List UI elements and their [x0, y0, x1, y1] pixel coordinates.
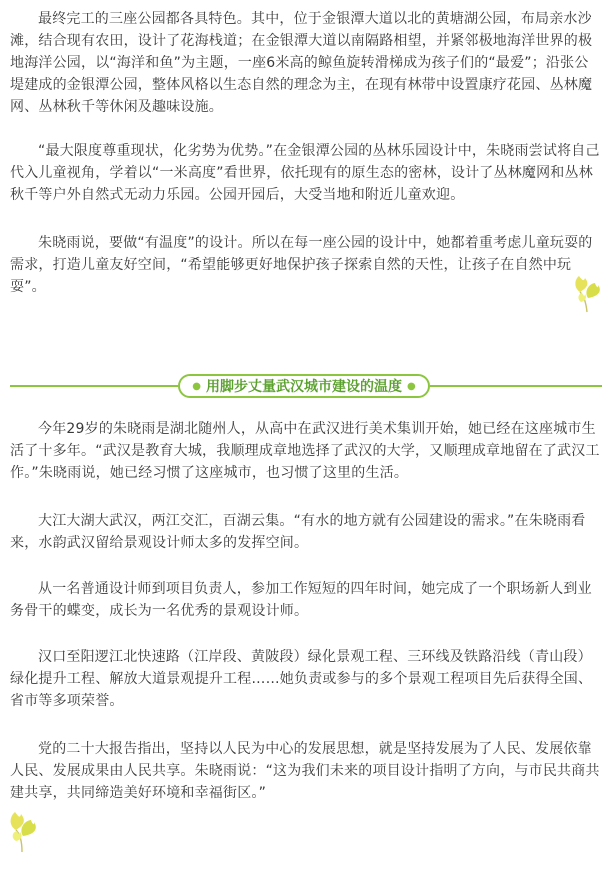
bullet-dot-icon: ●	[407, 380, 416, 392]
paragraph-5: 大江大湖大武汉，两江交汇，百湖云集。“有水的地方就有公园建设的需求。”在朱晓雨看来，水韵武汉留给景观设计师太多的发挥空间。	[10, 513, 586, 551]
ginkgo-leaf-icon	[572, 272, 602, 316]
paragraph-8: 党的二十大报告指出，坚持以人民为中心的发展思想，就是坚持发展为了人民、发展依靠人民、发展成果由人民共享。朱晓雨说：“这为我们未来的项目设计指明了方向，与市民共商共建共享，共同缔造美好环境和幸福街区。”	[10, 741, 600, 801]
paragraph-6: 从一名普通设计师到项目负责人，参加工作短短的四年时间，她完成了一个职场新人到业务骨干的蝶变，成长为一名优秀的景观设计师。	[10, 581, 592, 619]
section-title-badge	[178, 374, 430, 398]
paragraph-3: 朱晓雨说，要做“有温度”的设计。所以在每一座公园的设计中，她都着重考虑儿童玩耍的需求，打造儿童友好空间，“希望能够更好地保护孩子探索自然的天性，让孩子在自然中玩耍”。	[10, 235, 593, 295]
bullet-dot-icon: ●	[192, 380, 201, 392]
ginkgo-leaf-icon	[6, 808, 38, 856]
paragraph-2: “最大限度尊重现状，化劣势为优势。”在金银潭公园的丛林乐园设计中，朱晓雨尝试将自己代入儿童视角，学着以“一米高度”看世界，依托现有的原生态的密林，设计了丛林魔网和丛林秋千等户外自然式无动力乐园。公园开园后，大受当地和附近儿童欢迎。	[10, 143, 600, 203]
divider-line-left	[10, 385, 178, 387]
paragraph-1: 最终完工的三座公园都各具特色。其中，位于金银潭大道以北的黄塘湖公园，布局亲水沙滩，结合现有农田，设计了花海栈道；在金银潭大道以南隔路相望，并紧邻极地海洋世界的极地海洋公园，以“海洋和鱼”为主题，一座6米高的鲸鱼旋转滑梯成为孩子们的“最爱”；沿张公堤建成的金银潭公园，整体风格以生态自然的理念为主，在现有林带中设置康疗花园、丛林魔网、丛林秋千等休闲及趣味设施。	[10, 11, 593, 115]
section-title: 用脚步丈量武汉城市建设的温度	[206, 379, 402, 395]
paragraph-7: 汉口至阳逻江北快速路（江岸段、黄陂段）绿化景观工程、三环线及铁路沿线（青山段）绿化提升工程、解放大道景观提升工程……她负责或参与的多个景观工程项目先后获得全国、省市等多项荣誉。	[10, 649, 593, 709]
section-divider	[0, 374, 607, 398]
paragraph-4: 今年29岁的朱晓雨是湖北随州人，从高中在武汉进行美术集训开始，她已经在这座城市生活了十多年。“武汉是教育大城，我顺理成章地选择了武汉的大学，又顺理成章地留在了武汉工作。”朱晓雨说，她已经习惯了这座城市，也习惯了这里的生活。	[10, 421, 600, 481]
divider-line-right	[430, 385, 602, 387]
